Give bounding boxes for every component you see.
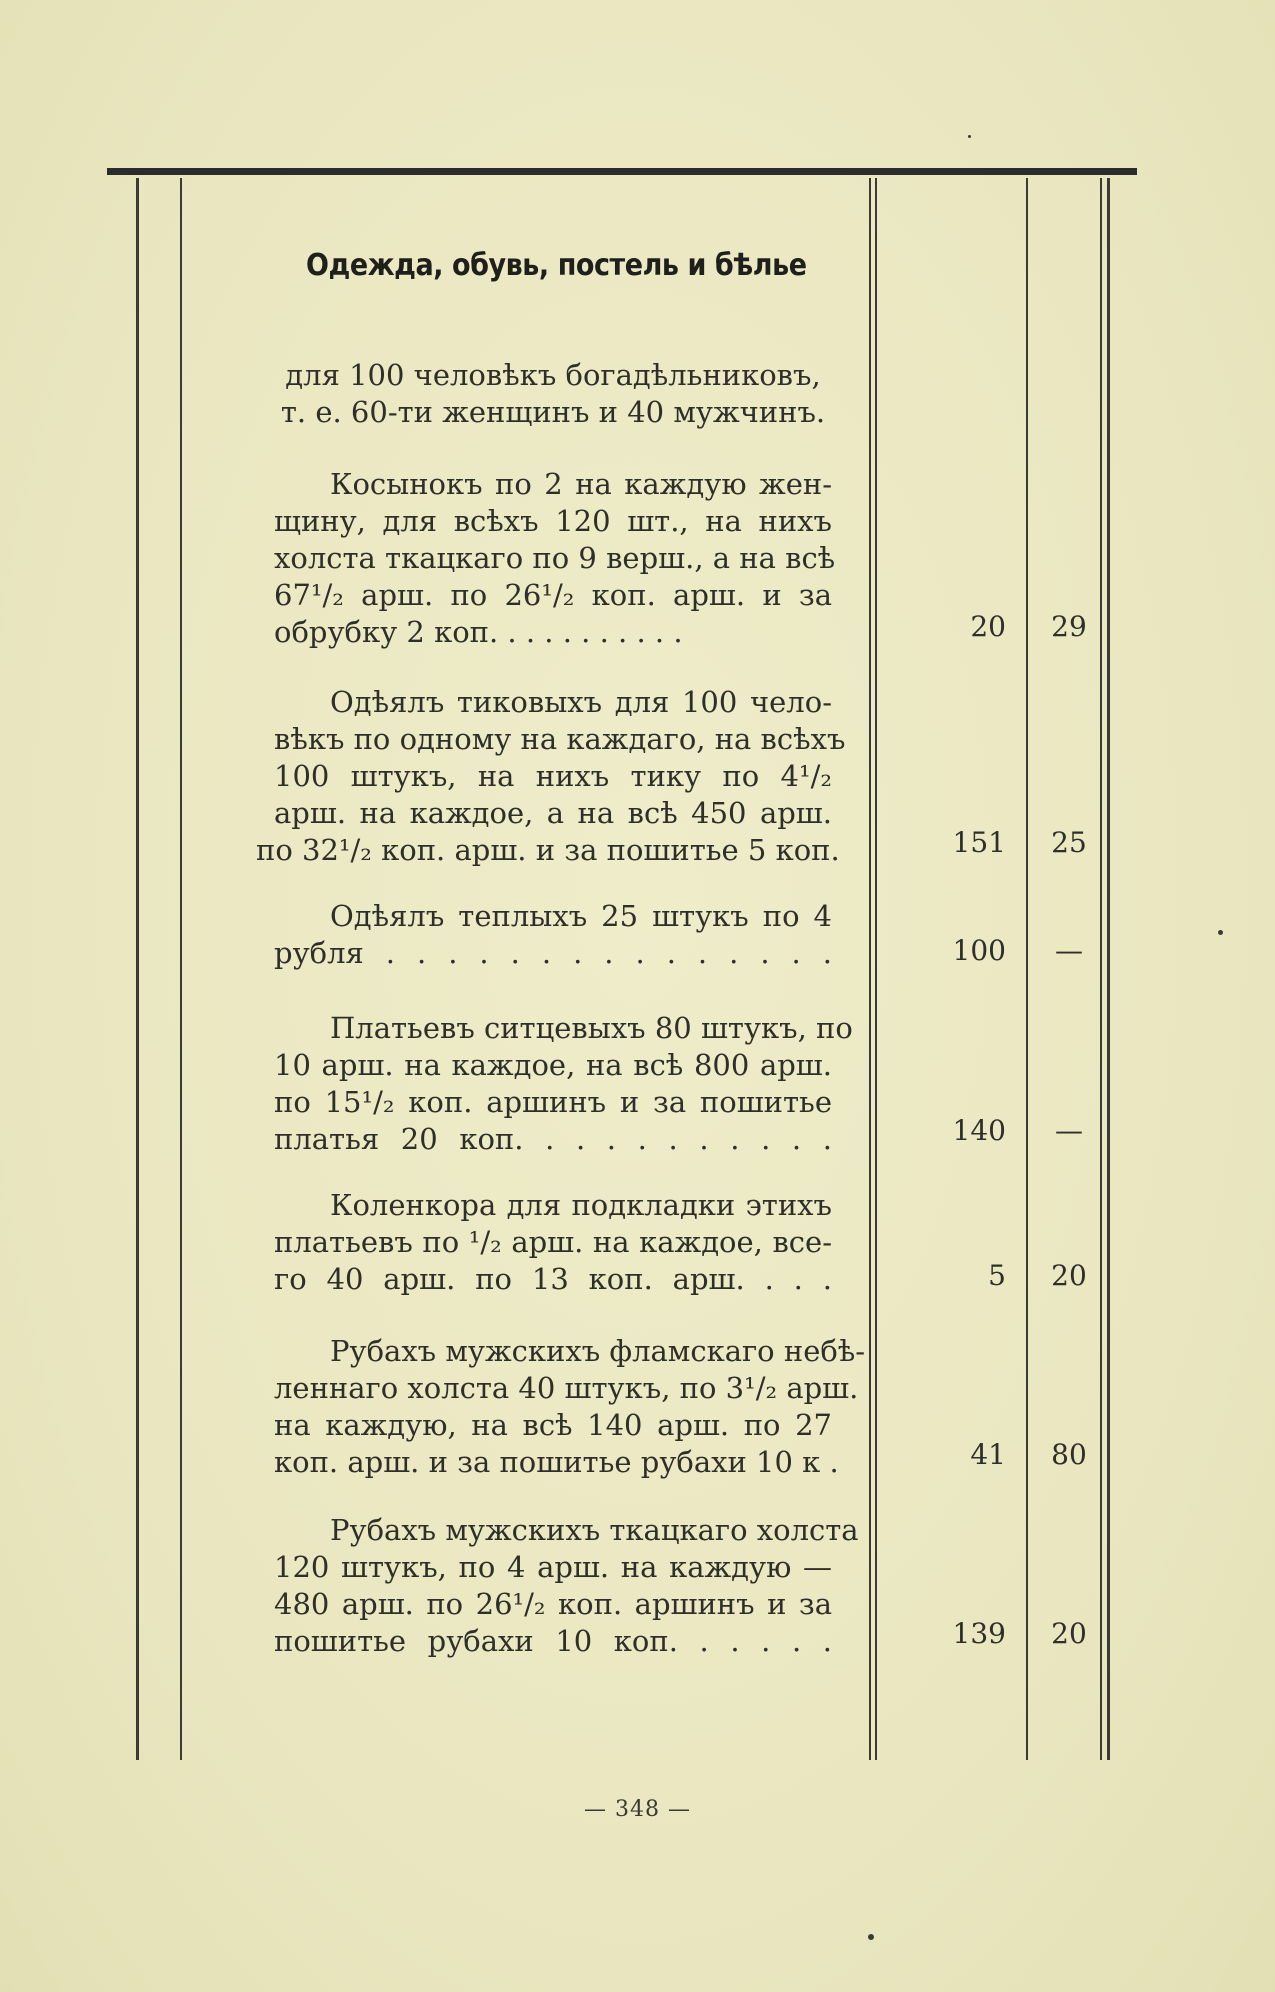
item-line: Косынокъ по 2 на каждую жен- — [330, 467, 832, 501]
item-line: холста ткацкаго по 9 верш., а на всѣ — [274, 541, 836, 575]
item-line: 480 арш. по 26¹/₂ коп. аршинъ и за — [274, 1587, 832, 1621]
item-line: Рубахъ мужскихъ ткацкаго холста — [330, 1513, 859, 1547]
amount-kopecks: — — [1055, 934, 1083, 967]
amount-rubles: 151 — [952, 826, 1006, 859]
ink-speck — [868, 1934, 874, 1940]
border-left-outer — [136, 178, 139, 1760]
item-line: платья 20 коп. . . . . . . . . . . — [274, 1122, 832, 1156]
border-right-inner — [1100, 178, 1102, 1760]
page-number: — 348 — — [584, 1797, 691, 1822]
item-description — [274, 1010, 853, 1158]
item-line: 100 штукъ, на нихъ тику по 4¹/₂ — [274, 759, 832, 793]
item-line: по 15¹/₂ коп. аршинъ и за пошитье — [274, 1085, 832, 1119]
item-line: пошитье рубахи 10 коп. . . . . . — [274, 1624, 832, 1658]
amount-rubles: 140 — [952, 1114, 1006, 1147]
item-line: Рубахъ мужскихъ фламскаго небѣ- — [330, 1334, 866, 1368]
intro-line: т. е. 60-ти женщинъ и 40 мужчинъ. — [280, 395, 826, 429]
amount-rubles: 20 — [970, 610, 1006, 643]
item-line: рубля . . . . . . . . . . . . . . . — [274, 936, 832, 970]
item-description — [274, 466, 836, 651]
item-line: го 40 арш. по 13 коп. арш. . . . — [274, 1262, 832, 1296]
ink-speck — [1218, 930, 1223, 935]
item-line: обрубку 2 коп. . . . . . . . . . . — [274, 615, 683, 649]
border-right-outer — [1107, 178, 1110, 1760]
item-description — [274, 1512, 859, 1660]
border-left-inner — [180, 178, 182, 1760]
top-rule-left — [107, 168, 697, 175]
divider-text-amount — [869, 178, 871, 1760]
divider-rub-kop — [1026, 178, 1028, 1760]
amount-kopecks: 20 — [1051, 1259, 1087, 1292]
item-line: платьевъ по ¹/₂ арш. на каждое, все- — [274, 1225, 832, 1259]
item-description — [274, 1333, 866, 1481]
amount-kopecks: 20 — [1051, 1617, 1087, 1650]
ink-speck — [968, 135, 971, 138]
item-line: по 32¹/₂ коп. арш. и за пошитье 5 коп. — [256, 833, 840, 867]
amount-rubles: 41 — [970, 1438, 1006, 1471]
item-description — [274, 1187, 832, 1298]
item-line: Одѣялъ тиковыхъ для 100 чело- — [330, 685, 832, 719]
amount-rubles: 100 — [952, 934, 1006, 967]
item-line: арш. на каждое, а на всѣ 450 арш. — [274, 796, 832, 830]
amount-kopecks: 29 — [1051, 610, 1087, 643]
item-line: Коленкора для подкладки этихъ — [330, 1188, 832, 1222]
intro-line: для 100 человѣкъ богадѣльниковъ, — [285, 358, 821, 392]
item-line: щину, для всѣхъ 120 шт., на нихъ — [274, 504, 832, 538]
item-line: Одѣялъ теплыхъ 25 штукъ по 4 — [330, 899, 832, 933]
top-rule-right — [697, 168, 1137, 175]
amount-kopecks: — — [1055, 1114, 1083, 1147]
item-line: 120 штукъ, по 4 арш. на каждую — — [274, 1550, 832, 1584]
item-line: на каждую, на всѣ 140 арш. по 27 — [274, 1408, 832, 1442]
amount-rubles: 139 — [952, 1617, 1006, 1650]
section-title: Одежда, обувь, постель и бѣлье — [306, 248, 807, 283]
item-line: леннаго холста 40 штукъ, по 3¹/₂ арш. — [274, 1371, 859, 1405]
amount-kopecks: 80 — [1051, 1438, 1087, 1471]
amount-kopecks: 25 — [1051, 826, 1087, 859]
item-line: 10 арш. на каждое, на всѣ 800 арш. — [274, 1048, 832, 1082]
divider-text-amount-2 — [875, 178, 877, 1760]
amount-rubles: 5 — [988, 1259, 1006, 1292]
item-line: Платьевъ ситцевыхъ 80 штукъ, по — [330, 1011, 853, 1045]
item-description — [274, 898, 832, 972]
intro-paragraph — [274, 357, 832, 431]
item-description — [256, 684, 846, 869]
item-line: 67¹/₂ арш. по 26¹/₂ коп. арш. и за — [274, 578, 832, 612]
item-line: вѣкъ по одному на каждаго, на всѣхъ — [274, 722, 846, 756]
item-line: коп. арш. и за пошитье рубахи 10 к . — [274, 1445, 839, 1479]
